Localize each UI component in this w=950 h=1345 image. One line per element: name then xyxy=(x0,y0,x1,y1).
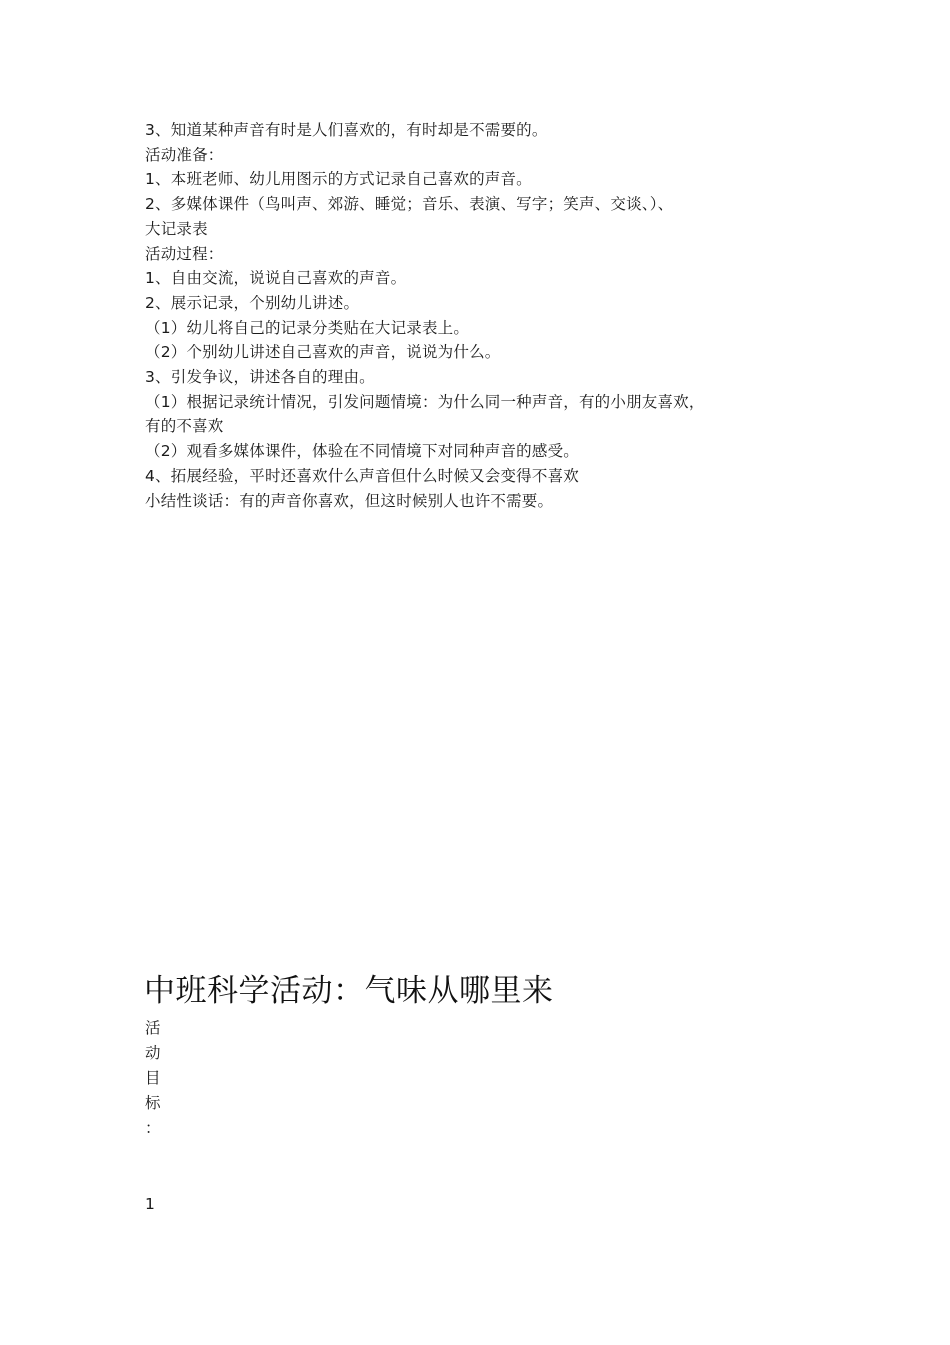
summary-talk: 小结性谈话：有的声音你喜欢，但这时候别人也许不需要。 xyxy=(145,491,554,510)
vertical-goal-label xyxy=(145,1016,167,1141)
process-step-3-sub-2: （2）观看多媒体课件，体验在不同情境下对同种声音的感受。 xyxy=(145,442,579,461)
page-number: 1 xyxy=(145,1195,155,1213)
process-step-2-sub-2: （2）个别幼儿讲述自己喜欢的声音，说说为什么。 xyxy=(145,343,501,362)
process-step-3-sub-1-continued: 有的不喜欢 xyxy=(145,417,224,436)
process-step-2-sub-1: （1）幼儿将自己的记录分类贴在大记录表上。 xyxy=(145,318,470,337)
preparation-item-2-continued: 大记录表 xyxy=(145,219,208,238)
process-step-3-sub-1: （1）根据记录统计情况，引发问题情境：为什么同一种声音，有的小朋友喜欢， xyxy=(145,392,705,411)
activity-text-block xyxy=(145,118,825,513)
process-step-2: 2、展示记录，个别幼儿讲述。 xyxy=(145,293,360,312)
goal-line-3: 3、知道某种声音有时是人们喜欢的，有时却是不需要的。 xyxy=(145,121,548,139)
vertical-char: 标 xyxy=(145,1094,161,1112)
vertical-char: 活 xyxy=(145,1019,161,1037)
process-step-3: 3、引发争议，讲述各自的理由。 xyxy=(145,368,375,387)
process-step-4: 4、拓展经验，平时还喜欢什么声音但什么时候又会变得不喜欢 xyxy=(145,466,579,485)
process-step-1: 1、自由交流，说说自己喜欢的声音。 xyxy=(145,269,407,288)
vertical-char: 动 xyxy=(145,1044,161,1062)
vertical-char: 目 xyxy=(145,1069,161,1087)
preparation-item-2: 2、多媒体课件（鸟叫声、郊游、睡觉；音乐、表演、写字；笑声、交谈、）、 xyxy=(145,195,674,214)
preparation-heading: 活动准备： xyxy=(145,145,224,164)
preparation-item-1: 1、本班老师、幼儿用图示的方式记录自己喜欢的声音。 xyxy=(145,170,532,189)
process-heading: 活动过程： xyxy=(145,244,224,263)
section-title: 中班科学活动：气味从哪里来 xyxy=(144,973,554,1009)
vertical-char: ： xyxy=(145,1119,161,1137)
